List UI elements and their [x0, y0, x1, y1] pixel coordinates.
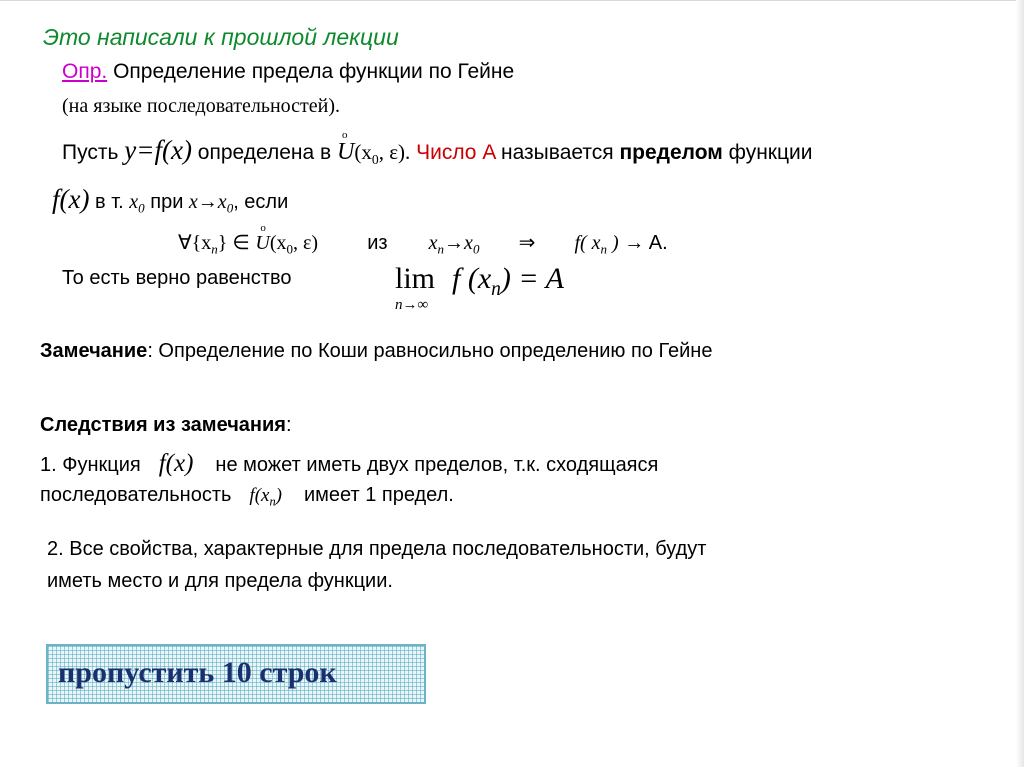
xn-x0-sub: 0 [472, 241, 480, 257]
remark-label: Замечание [40, 340, 148, 362]
consequences-title-colon: : [285, 414, 292, 436]
condition-u-args: (x [269, 232, 287, 254]
xn-to-x0 [428, 232, 480, 257]
function-notation: y=f(x) [124, 135, 192, 165]
from-text: из [367, 232, 388, 254]
statement-line-1 [62, 135, 813, 166]
slide-heading: Это написали к прошлой лекции [43, 24, 399, 50]
lim-word: lim [395, 262, 436, 295]
condition-neighbourhood [255, 232, 319, 257]
consequence-1-fxn-text: f(x [249, 485, 270, 506]
x0-x: x [129, 191, 139, 213]
xn-arrow: →x [444, 232, 473, 254]
consequence-1-line-1 [40, 450, 658, 478]
consequence-1-post: не может иметь двух пределов, т.к. сходящаяся [215, 454, 659, 476]
neighbourhood [337, 139, 411, 167]
forall-text: ∀{x [178, 232, 212, 254]
let-word: Пусть [62, 141, 119, 164]
limit-expression [452, 262, 564, 300]
at-point-text: в т. [95, 191, 124, 213]
xn-sub: n [437, 241, 445, 257]
when-text: при [150, 191, 184, 213]
limit-expr-post: ) = A [500, 262, 564, 295]
consequence-1-pre: 1. Функция [40, 454, 141, 476]
consequences-title [40, 414, 292, 437]
consequence-1-fxn [249, 485, 282, 509]
definition-label: Опр. [62, 60, 108, 83]
x-to-text: x→x [188, 191, 227, 213]
definition-line [62, 60, 514, 84]
skip-button-label: пропустить 10 строк [58, 656, 337, 689]
limit-expr-sub: n [491, 278, 501, 300]
xn-x: x [428, 232, 438, 254]
consequence-1-seq-word: последовательность [40, 484, 232, 506]
x-to-sub: 0 [226, 200, 234, 216]
forall-tail: } ∈ [217, 232, 250, 254]
consequence-2-line-2: иметь место и для предела функции. [47, 570, 393, 592]
definition-title: Определение предела функции по Гейне [113, 60, 515, 83]
f-of-xn [574, 232, 619, 257]
x-to-x0 [188, 191, 234, 216]
skip-10-lines-button[interactable] [46, 644, 426, 704]
arrow-a-text: → A. [624, 232, 668, 254]
called-text: называется [501, 141, 614, 164]
consequence-1-fxn-close: ) [275, 485, 282, 506]
heine-condition [178, 230, 668, 255]
number-a-text: Число A [416, 141, 496, 164]
definition-subtitle: (на языке последовательностей). [62, 95, 341, 117]
x0-symbol [129, 191, 145, 216]
x0-sub: 0 [138, 200, 145, 216]
fxn-text: f( x [574, 232, 601, 254]
neighbourhood-sub: 0 [371, 151, 379, 167]
remark-text: : Определение по Коши равносильно определению по Гейне [147, 340, 713, 362]
statement-line-2 [52, 184, 288, 215]
lim-subscript: n→∞ [395, 297, 429, 313]
forall-sub: n [211, 241, 218, 257]
slide-right-shadow [1016, 0, 1024, 767]
punctured-u-symbol: o U [337, 139, 354, 166]
forall-sequence [178, 232, 250, 257]
defined-in-text: определена в [197, 141, 332, 164]
remark-line [40, 340, 712, 363]
limit-word: пределом [619, 141, 723, 164]
consequence-2-line-1: 2. Все свойства, характерные для предела последовательности, будут [47, 538, 707, 560]
consequence-1-fxn-sub: n [269, 494, 276, 509]
consequence-1-tail: имеет 1 предел. [303, 484, 454, 506]
if-text: , если [233, 191, 289, 213]
equality-text: То есть верно равенство [62, 267, 292, 289]
consequence-1-line-2 [40, 484, 454, 507]
fxn-sub: n [600, 241, 608, 257]
limit-operator [395, 262, 436, 313]
condition-u-tail: , ε) [293, 232, 319, 254]
condition-u-symbol: o U [255, 232, 269, 255]
fxn-tail: ) [607, 232, 619, 254]
fx-notation: f(x) [52, 184, 90, 214]
slide-top-border [0, 0, 1024, 1]
implies-symbol: ⇒ [518, 232, 536, 254]
consequence-1-fx: f(x) [158, 450, 194, 477]
function-word: функции [728, 141, 813, 164]
neighbourhood-tail: , ε). [378, 140, 411, 164]
limit-expr-pre: f (x [452, 262, 492, 295]
neighbourhood-args: (x [354, 140, 372, 164]
consequences-title-text: Следствия из замечания [40, 414, 286, 436]
condition-u-sub: 0 [286, 241, 293, 257]
